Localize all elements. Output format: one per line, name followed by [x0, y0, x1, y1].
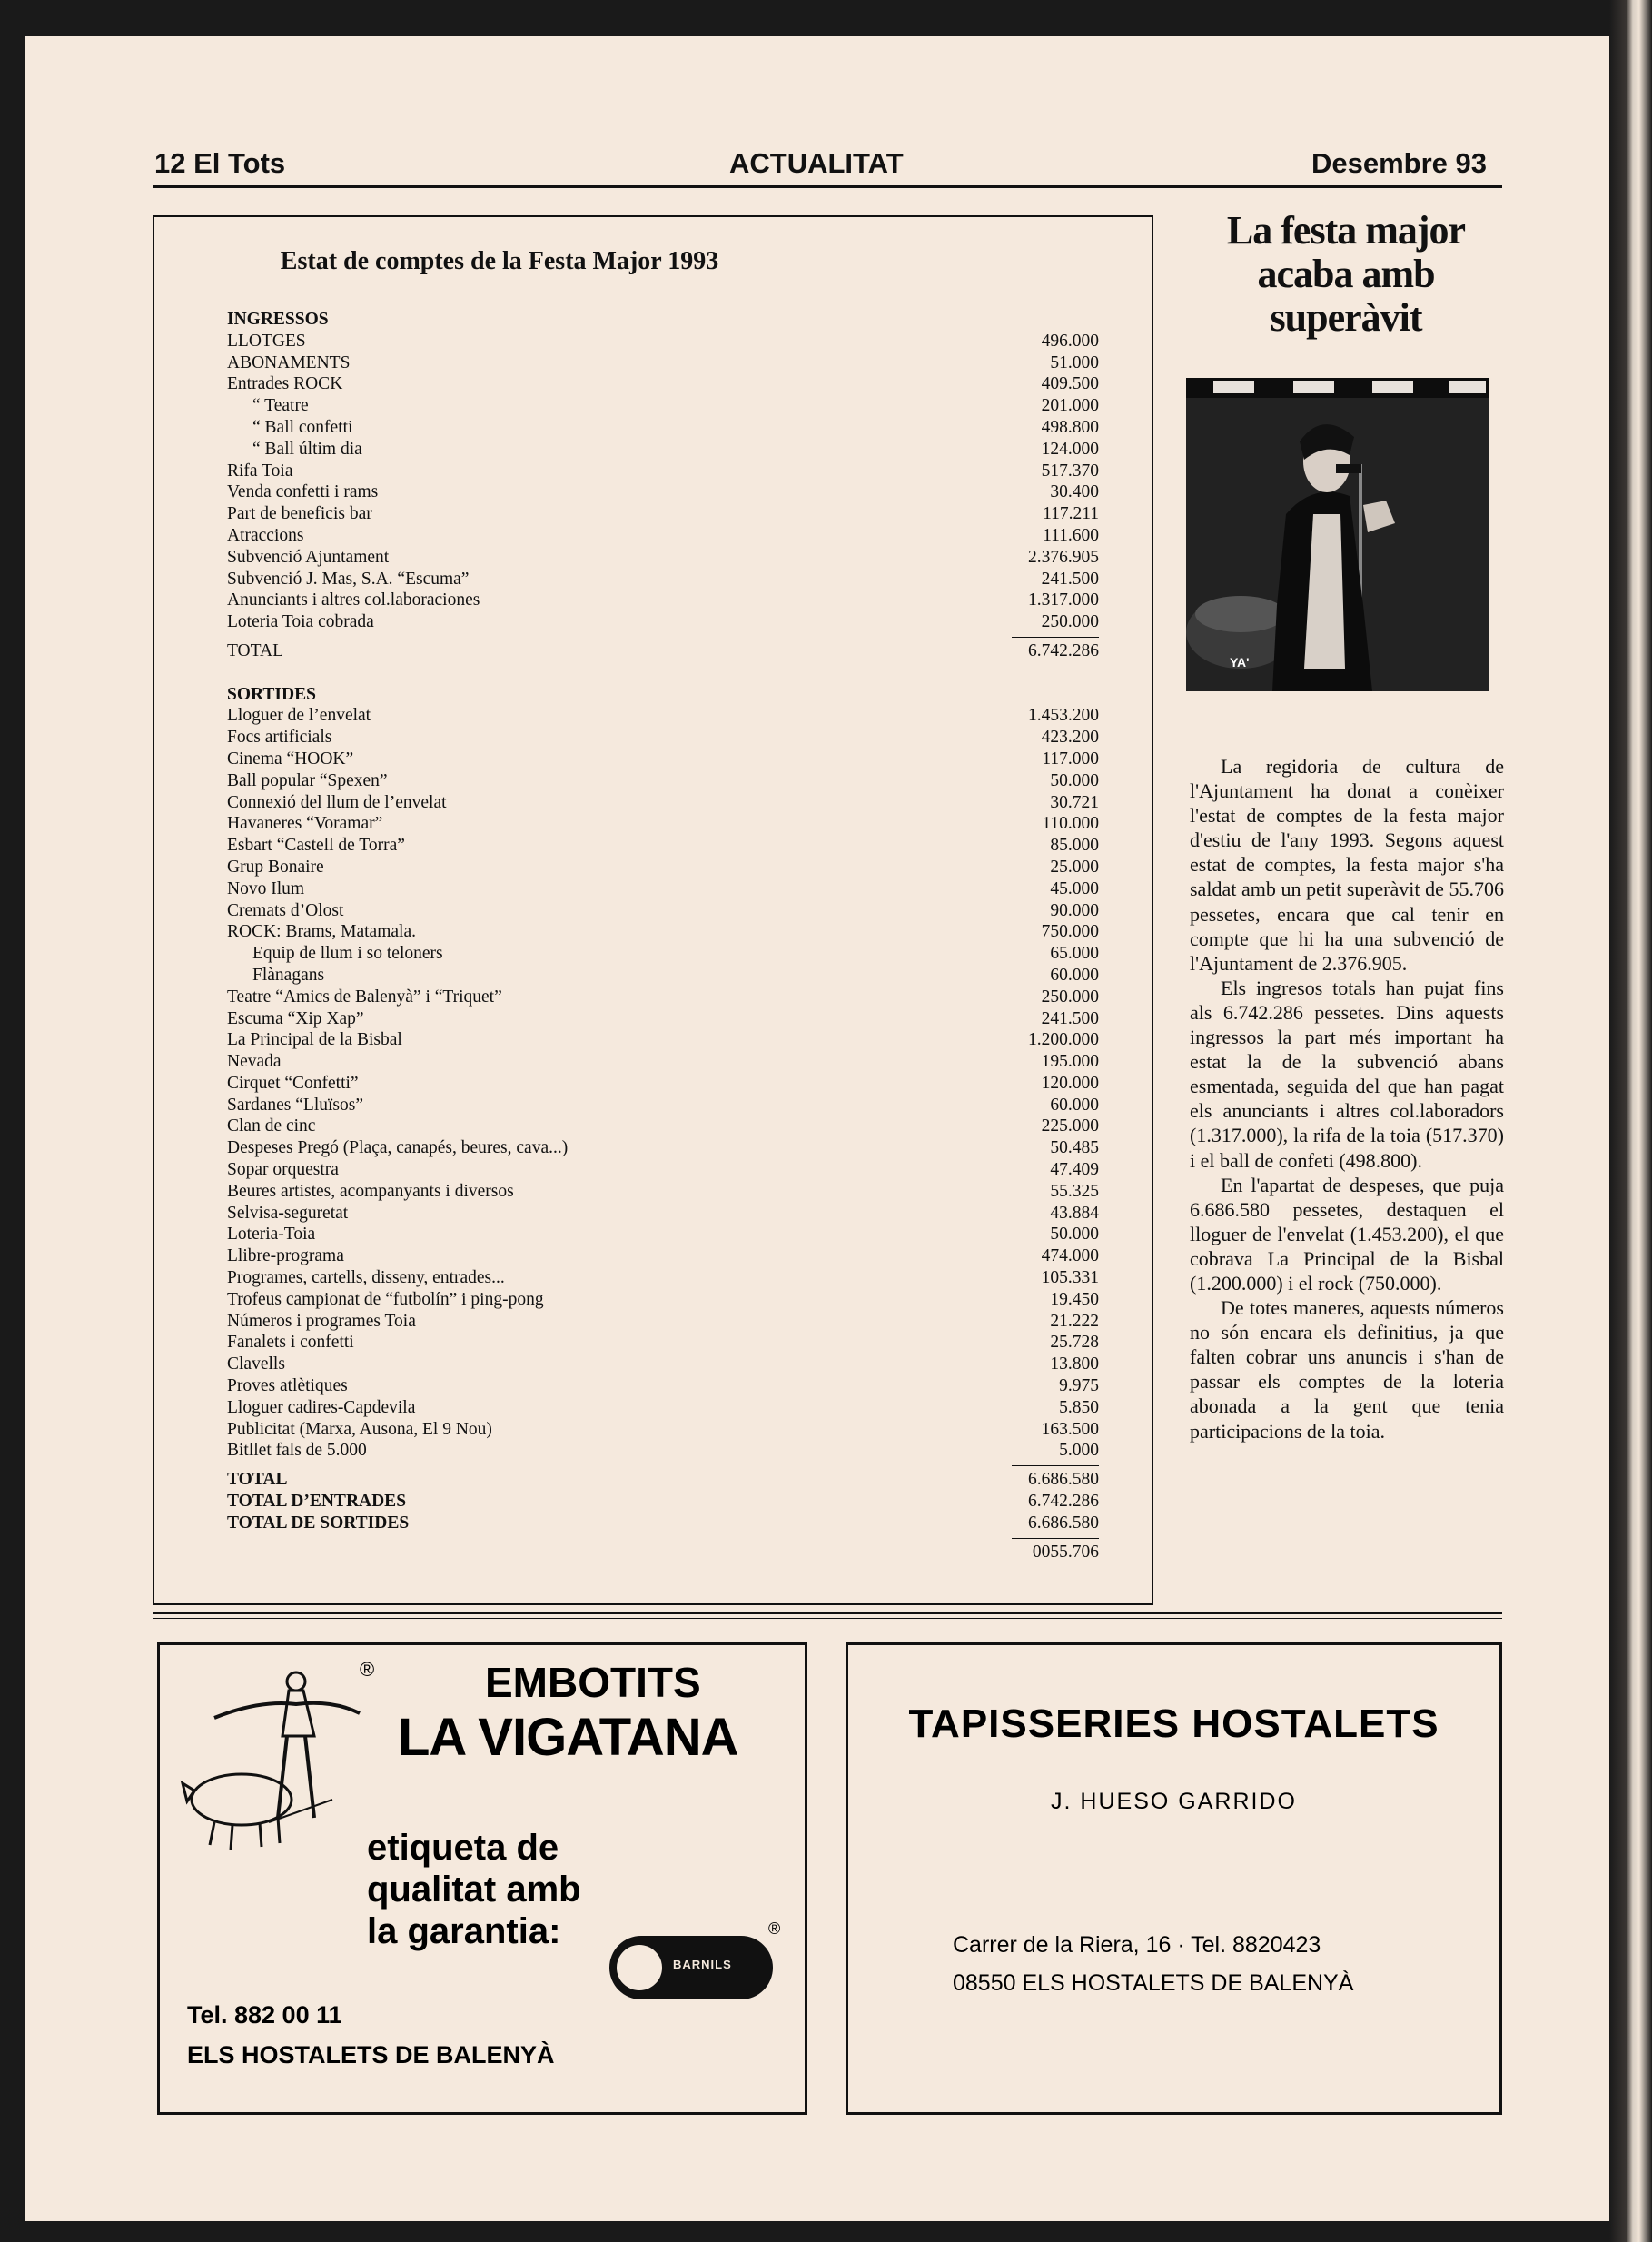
- tagline-line: etiqueta de: [367, 1828, 559, 1868]
- sum-rule: [1012, 1538, 1099, 1539]
- concert-photo: [1186, 378, 1489, 691]
- row-label: Clavells: [227, 1354, 285, 1374]
- row-label: SORTIDES: [227, 684, 316, 704]
- table-row: [227, 662, 1099, 684]
- row-label: Grup Bonaire: [227, 857, 324, 877]
- row-value: 21.222: [1050, 1311, 1099, 1331]
- row-label: TOTAL: [227, 640, 283, 660]
- row-label: LLOTGES: [227, 331, 306, 351]
- row-label: Part de beneficis bar: [227, 504, 372, 524]
- table-row: [227, 1513, 1099, 1534]
- badge-text: BARNILS: [673, 1958, 732, 1971]
- row-label: Focs artificials: [227, 728, 332, 748]
- row-value: 105.331: [1041, 1268, 1099, 1288]
- table-row: [227, 1534, 1099, 1542]
- table-row: [227, 1159, 1099, 1181]
- ad-tapisseries-title: TAPISSERIES HOSTALETS: [908, 1701, 1439, 1746]
- row-label: Ball popular “Spexen”: [227, 770, 388, 790]
- row-value: 6.742.286: [1028, 640, 1099, 660]
- row-label: Números i programes Toia: [227, 1311, 416, 1331]
- row-label: Programes, cartells, disseny, entrades...: [227, 1268, 505, 1288]
- row-value: 6.686.580: [1028, 1513, 1099, 1533]
- table-row: [227, 835, 1099, 857]
- ad-la-vigatana: [157, 1642, 807, 2115]
- row-label: “ Ball confetti: [252, 417, 353, 437]
- table-row: [227, 705, 1099, 727]
- row-label: Rifa Toia: [227, 461, 293, 481]
- table-row: [227, 727, 1099, 749]
- row-value: 409.500: [1041, 374, 1099, 394]
- table-row: [227, 1116, 1099, 1137]
- registered-mark: ®: [768, 1920, 781, 1938]
- row-label: TOTAL: [227, 1470, 288, 1490]
- row-label: Despeses Pregó (Plaça, canapés, beures, cava...): [227, 1138, 569, 1158]
- accounts-table-title: Estat de comptes de la Festa Major 1993: [280, 247, 719, 275]
- section-divider: [153, 1612, 1502, 1614]
- table-row: [227, 878, 1099, 900]
- issue-date: Desembre 93: [1311, 147, 1488, 179]
- accounts-table-rows: [227, 309, 1099, 1562]
- table-row: [227, 1542, 1099, 1563]
- table-row: [227, 684, 1099, 706]
- article-paragraph: La regidoria de cultura de l'Ajuntament ha donat a conèixer l'estat de comptes de la festa major d'estiu de l'any 1993. Segons aquest estat de comptes, la festa major s'ha saldat amb un petit superàvit de 55.706 pessetes, encara que cal tenir en compte que hi ha una subvenció de l'Ajuntament de 2.376.905.: [1190, 755, 1504, 975]
- page-spine-shadow: [1609, 0, 1652, 2242]
- row-value: 13.800: [1050, 1354, 1099, 1374]
- row-label: Cirquet “Confetti”: [227, 1073, 359, 1093]
- row-value: 163.500: [1041, 1419, 1099, 1439]
- table-row: [227, 1354, 1099, 1375]
- row-value: 120.000: [1041, 1073, 1099, 1093]
- table-row: [227, 640, 1099, 662]
- row-value: 30.400: [1050, 482, 1099, 502]
- table-row: [227, 1289, 1099, 1311]
- table-row: [227, 1440, 1099, 1462]
- row-label: Teatre “Amics de Balenyà” i “Triquet”: [227, 987, 502, 1007]
- row-value: 47.409: [1050, 1160, 1099, 1180]
- row-label: Anunciants i altres col.laboraciones: [227, 590, 480, 610]
- row-value: 1.317.000: [1028, 590, 1099, 610]
- header-rule: [153, 185, 1502, 188]
- row-value: 117.000: [1042, 749, 1099, 769]
- row-label: Sopar orquestra: [227, 1160, 339, 1180]
- row-value: 195.000: [1041, 1052, 1099, 1072]
- row-label: Nevada: [227, 1052, 282, 1072]
- table-row: [227, 749, 1099, 770]
- row-value: 5.850: [1059, 1397, 1099, 1417]
- table-row: [227, 1051, 1099, 1073]
- table-row: [227, 395, 1099, 417]
- tagline-line: qualitat amb: [367, 1870, 581, 1910]
- row-label: Esbart “Castell de Torra”: [227, 836, 405, 856]
- row-label: Equip de llum i so teloners: [252, 944, 443, 964]
- row-value: 90.000: [1050, 900, 1099, 920]
- table-row: [227, 1397, 1099, 1419]
- row-value: 225.000: [1041, 1116, 1099, 1136]
- row-label: ABONAMENTS: [227, 352, 351, 372]
- row-value: 25.728: [1050, 1333, 1099, 1353]
- table-row: [227, 1245, 1099, 1267]
- row-label: Lloguer cadires-Capdevila: [227, 1397, 416, 1417]
- table-row: [227, 1008, 1099, 1030]
- row-label: Cremats d’Olost: [227, 900, 344, 920]
- row-value: 6.742.286: [1028, 1492, 1099, 1512]
- sum-rule: [1012, 1465, 1099, 1466]
- row-value: 0055.706: [1032, 1542, 1099, 1562]
- table-row: [227, 481, 1099, 503]
- row-value: 1.200.000: [1028, 1030, 1099, 1050]
- row-value: 474.000: [1041, 1246, 1099, 1266]
- photo-tshirt-text: YA': [1230, 655, 1250, 670]
- table-row: [227, 965, 1099, 987]
- row-label: Connexió del llum de l’envelat: [227, 792, 447, 812]
- table-row: [227, 1311, 1099, 1333]
- row-label: La Principal de la Bisbal: [227, 1030, 402, 1050]
- row-value: 6.686.580: [1028, 1470, 1099, 1490]
- table-row: [227, 1267, 1099, 1289]
- table-row: [227, 770, 1099, 792]
- registered-mark: ®: [360, 1658, 375, 1681]
- page-number-label: 12 El Tots: [154, 147, 286, 179]
- barnils-badge: [609, 1936, 773, 1999]
- article-paragraph: Els ingresos totals han pujat fins als 6.742.286 pessetes. Dins aquests ingressos la part més important ha estat la de la subvenció abans esmentada, seguida del que han pagat els anunciants i altres col.laboradors (1.317.000), la rifa de la toia (517.370) i el ball de confeti (498.800).: [1190, 976, 1504, 1172]
- article-headline: La festa major acaba amb superàvit: [1226, 208, 1466, 340]
- article-body: [1190, 754, 1504, 1443]
- table-row: [227, 439, 1099, 461]
- row-label: Havaneres “Voramar”: [227, 814, 383, 834]
- table-row: [227, 1491, 1099, 1513]
- row-label: Fanalets i confetti: [227, 1333, 354, 1353]
- row-value: 45.000: [1050, 878, 1099, 898]
- row-label: ROCK: Brams, Matamala.: [227, 922, 416, 942]
- row-value: 25.000: [1050, 857, 1099, 877]
- row-value: 30.721: [1050, 792, 1099, 812]
- table-row: [227, 525, 1099, 547]
- row-label: Beures artistes, acompanyants i diversos: [227, 1181, 514, 1201]
- table-row: [227, 590, 1099, 611]
- table-row: [227, 1419, 1099, 1441]
- row-label: “ Ball últim dia: [252, 439, 362, 459]
- row-value: 9.975: [1059, 1376, 1099, 1396]
- row-label: TOTAL DE SORTIDES: [227, 1513, 410, 1533]
- row-value: 496.000: [1041, 331, 1099, 351]
- row-value: 2.376.905: [1028, 547, 1099, 567]
- sum-rule: [1012, 637, 1099, 638]
- row-label: Clan de cinc: [227, 1116, 316, 1136]
- row-label: Venda confetti i rams: [227, 482, 379, 502]
- table-row: [227, 1332, 1099, 1354]
- article-paragraph: De totes maneres, aquests números no són encara els definitius, ja que falten cobrar uns anuncis i s'han de passar els comptes de la loteria abonada a la gent que tenia participacions de la toia.: [1190, 1296, 1504, 1443]
- row-label: Escuma “Xip Xap”: [227, 1008, 364, 1028]
- table-row: [227, 309, 1099, 331]
- table-row: [227, 503, 1099, 525]
- ad-vigatana-place: ELS HOSTALETS DE BALENYÀ: [187, 2041, 555, 2068]
- row-label: Selvisa-seguretat: [227, 1203, 349, 1223]
- row-label: Novo Ilum: [227, 878, 305, 898]
- table-row: [227, 331, 1099, 352]
- row-label: Publicitat (Marxa, Ausona, El 9 Nou): [227, 1419, 492, 1439]
- table-row: [227, 1029, 1099, 1051]
- row-value: 201.000: [1041, 396, 1099, 416]
- table-row: [227, 1073, 1099, 1095]
- ad-vigatana-tagline: [367, 1827, 581, 1952]
- row-value: 65.000: [1050, 944, 1099, 964]
- table-row: [227, 569, 1099, 590]
- row-value: 43.884: [1050, 1203, 1099, 1223]
- table-row: [227, 352, 1099, 374]
- row-label: Loteria-Toia: [227, 1225, 316, 1245]
- section-title: ACTUALITAT: [729, 147, 904, 179]
- row-label: INGRESSOS: [227, 310, 329, 329]
- row-label: Bitllet fals de 5.000: [227, 1441, 367, 1461]
- singer-photo-illustration: [1186, 378, 1489, 691]
- table-row: [227, 461, 1099, 482]
- row-label: Cinema “HOOK”: [227, 749, 354, 769]
- article-paragraph: En l'apartat de despeses, que puja 6.686.580 pessetes, destaquen el lloguer de l'envelat (1.453.200), el que cobrava La Principal de la Bisbal (1.200.000) i el rock (750.000).: [1190, 1173, 1504, 1295]
- ad-vigatana-phone: Tel. 882 00 11: [187, 2001, 342, 2029]
- row-value: 5.000: [1059, 1441, 1099, 1461]
- table-row: [227, 1375, 1099, 1397]
- table-row: [227, 417, 1099, 439]
- row-label: Trofeus campionat de “futbolín” i ping-pong: [227, 1289, 544, 1309]
- row-label: Atraccions: [227, 525, 304, 545]
- table-row: [227, 943, 1099, 965]
- row-value: 51.000: [1050, 352, 1099, 372]
- badge-emblem-icon: [617, 1945, 662, 1990]
- table-row: [227, 857, 1099, 878]
- row-value: 110.000: [1042, 814, 1099, 834]
- row-label: Entrades ROCK: [227, 374, 343, 394]
- table-row: [227, 1137, 1099, 1159]
- row-value: 55.325: [1050, 1181, 1099, 1201]
- table-row: [227, 921, 1099, 943]
- table-row: [227, 1095, 1099, 1116]
- ad-tapisseries-address: Carrer de la Riera, 16 · Tel. 8820423: [953, 1932, 1321, 1958]
- ad-vigatana-brand: LA VIGATANA: [398, 1708, 738, 1767]
- row-value: 241.500: [1041, 1008, 1099, 1028]
- table-row: [227, 633, 1099, 640]
- ad-tapisseries-city: 08550 ELS HOSTALETS DE BALENYÀ: [953, 1970, 1354, 1996]
- table-row: [227, 373, 1099, 395]
- section-divider-thin: [153, 1618, 1502, 1619]
- ad-vigatana-line1: EMBOTITS: [485, 1659, 701, 1706]
- row-label: TOTAL D’ENTRADES: [227, 1492, 407, 1512]
- table-row: [227, 792, 1099, 814]
- row-value: 517.370: [1041, 461, 1099, 481]
- row-label: Flànagans: [252, 965, 325, 985]
- row-value: 50.000: [1050, 1225, 1099, 1245]
- ad-tapisseries-hostalets: [846, 1642, 1502, 2115]
- table-row: [227, 900, 1099, 922]
- row-value: 60.000: [1050, 965, 1099, 985]
- tagline-line: la garantia:: [367, 1911, 561, 1951]
- row-label: Subvenció Ajuntament: [227, 547, 390, 567]
- table-row: [227, 987, 1099, 1008]
- row-value: 50.000: [1050, 770, 1099, 790]
- row-label: “ Teatre: [252, 396, 309, 416]
- row-value: 750.000: [1041, 922, 1099, 942]
- table-row: [227, 1469, 1099, 1491]
- table-row: [227, 611, 1099, 633]
- row-label: Sardanes “Lluïsos”: [227, 1095, 364, 1115]
- pig-and-farmer-logo-icon: [178, 1663, 387, 1863]
- row-value: 117.211: [1043, 504, 1099, 524]
- row-value: 250.000: [1041, 612, 1099, 632]
- row-value: 241.500: [1041, 569, 1099, 589]
- row-value: 50.485: [1050, 1138, 1099, 1158]
- row-value: 60.000: [1050, 1095, 1099, 1115]
- row-value: 250.000: [1041, 987, 1099, 1007]
- row-value: 19.450: [1050, 1289, 1099, 1309]
- table-row: [227, 1462, 1099, 1469]
- row-value: 1.453.200: [1028, 706, 1099, 726]
- row-label: Subvenció J. Mas, S.A. “Escuma”: [227, 569, 470, 589]
- table-row: [227, 547, 1099, 569]
- ad-tapisseries-owner: J. HUESO GARRIDO: [1051, 1789, 1297, 1814]
- row-label: Llibre-programa: [227, 1246, 344, 1266]
- row-label: Proves atlètiques: [227, 1376, 348, 1396]
- row-value: 423.200: [1041, 728, 1099, 748]
- row-label: Loteria Toia cobrada: [227, 612, 374, 632]
- row-value: 111.600: [1043, 525, 1099, 545]
- table-row: [227, 1181, 1099, 1203]
- table-row: [227, 813, 1099, 835]
- table-row: [227, 1203, 1099, 1225]
- row-value: 498.800: [1041, 417, 1099, 437]
- table-row: [227, 1224, 1099, 1245]
- row-value: 124.000: [1041, 439, 1099, 459]
- row-label: Lloguer de l’envelat: [227, 706, 371, 726]
- row-value: 85.000: [1050, 836, 1099, 856]
